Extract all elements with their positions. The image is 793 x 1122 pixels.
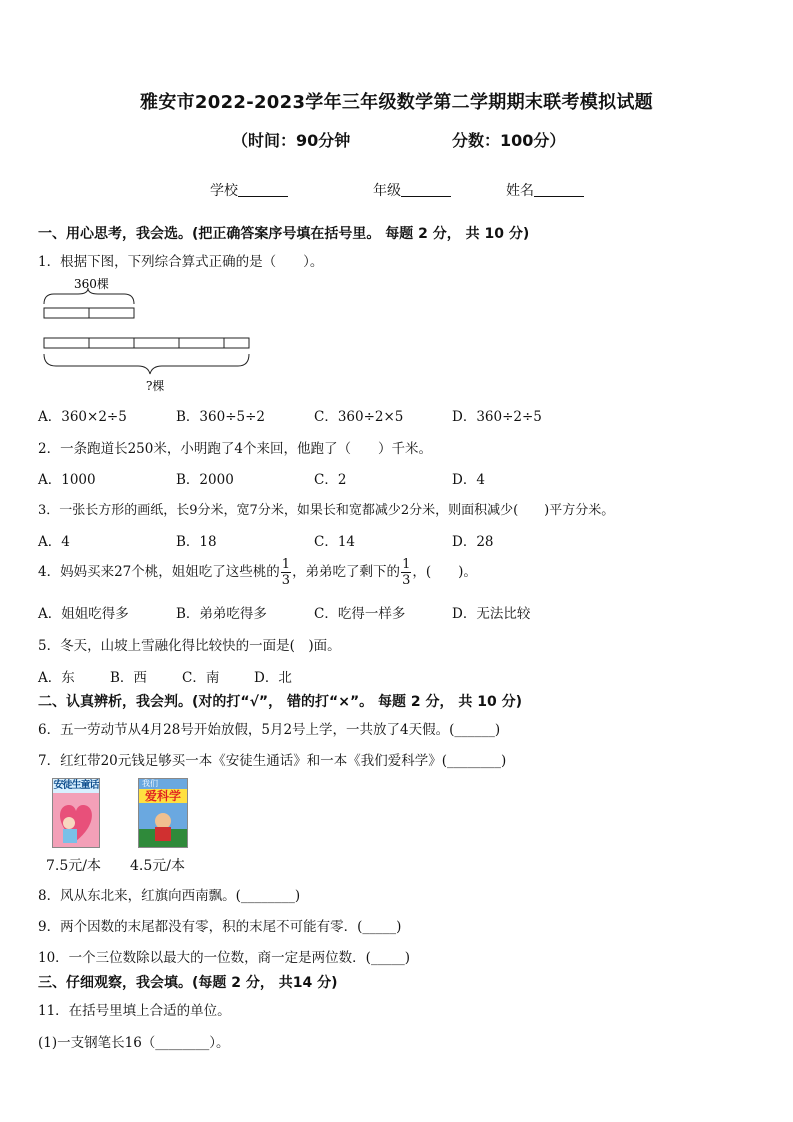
question-6: 6．五一劳动节从4月28号开始放假，5月2号上学，一共放了4天假。(______)	[38, 722, 501, 738]
q5-option-b[interactable]: B．西	[110, 670, 147, 686]
name-field	[506, 180, 584, 200]
question-9: 9．两个因数的末尾都没有零，积的末尾不可能有零．(_____)	[38, 919, 402, 935]
question-3: 3．一张长方形的画纸，长9分米，宽7分米，如果长和宽都减少2分米，则面积减少( )平方分米。	[38, 503, 615, 518]
book2-price: 4.5元/本	[130, 858, 185, 874]
diagram-bottom-brace	[44, 354, 249, 374]
book1-title: 安徒生童话	[53, 780, 99, 791]
question-1: 1．根据下图，下列综合算式正确的是（ ）。	[38, 254, 324, 270]
school-blank[interactable]	[238, 182, 288, 197]
grade-label: 年级	[373, 183, 401, 199]
diagram-bottom-label: ?棵	[146, 379, 165, 393]
q2-option-b[interactable]: B．2000	[176, 472, 234, 488]
q4-option-a[interactable]: A．姐姐吃得多	[38, 606, 129, 622]
q3-option-a[interactable]: A．4	[38, 534, 70, 550]
q4-fraction-2: $\frac{1}{3}$	[402, 557, 411, 588]
q3-option-c[interactable]: C．14	[314, 534, 356, 550]
q4-option-d[interactable]: D．无法比较	[452, 606, 531, 622]
school-label: 学校	[210, 183, 238, 199]
q5-option-d[interactable]: D．北	[254, 670, 292, 686]
q2-option-c[interactable]: C．2	[314, 472, 347, 488]
book1-price: 7.5元/本	[46, 858, 101, 874]
book1-heart-image	[53, 793, 99, 847]
grade-blank[interactable]	[401, 182, 451, 197]
question-11: 11．在括号里填上合适的单位。	[38, 1003, 231, 1019]
grade-field	[373, 180, 451, 200]
tape-diagram	[38, 272, 253, 397]
q2-option-d[interactable]: D．4	[452, 472, 485, 488]
score-label: 分数：100分）	[452, 131, 566, 150]
book2-title: 爱科学	[139, 789, 187, 803]
question-10: 10．一个三位数除以最大的一位数，商一定是两位数．(_____)	[38, 950, 410, 966]
q3-option-d[interactable]: D．28	[452, 534, 494, 550]
section-2-heading: 二、认真辨析，我会判。(对的打“√”， 错的打“×”。 每题 2 分， 共 10 分)	[38, 694, 523, 710]
question-5: 5．冬天，山坡上雪融化得比较快的一面是( )面。	[38, 638, 341, 654]
name-blank[interactable]	[534, 182, 584, 197]
book2-image	[139, 803, 187, 847]
q2-option-a[interactable]: A．1000	[38, 472, 96, 488]
diagram-long-bar	[44, 338, 249, 348]
book-anderson-cover	[52, 778, 100, 848]
name-label: 姓名	[506, 183, 534, 199]
q1-option-c[interactable]: C．360÷2×5	[314, 409, 404, 425]
school-field	[210, 180, 288, 200]
section-1-heading: 一、用心思考，我会选。(把正确答案序号填在括号里。 每题 2 分， 共 10 分)	[38, 226, 530, 242]
q1-option-d[interactable]: D．360÷2÷5	[452, 409, 542, 425]
q4-option-b[interactable]: B．弟弟吃得多	[176, 606, 267, 622]
question-2: 2．一条跑道长250米，小明跑了4个来回，他跑了（ ）千米。	[38, 441, 432, 457]
time-label: （时间：90分钟	[232, 131, 351, 150]
q4-text-c: ，( )。	[412, 564, 477, 580]
q4-fraction-1: $\frac{1}{3}$	[281, 557, 291, 588]
q1-option-b[interactable]: B．360÷5÷2	[176, 409, 265, 425]
q4-option-c[interactable]: C．吃得一样多	[314, 606, 406, 622]
question-8: 8．风从东北来，红旗向西南飘。(________)	[38, 888, 301, 904]
q4-text-a: 4．妈妈买来27个桃，姐姐吃了这些桃的	[38, 564, 280, 580]
q4-text-b: ，弟弟吃了剩下的	[292, 564, 401, 580]
q3-option-b[interactable]: B．18	[176, 534, 217, 550]
q5-option-c[interactable]: C．南	[182, 670, 220, 686]
diagram-top-brace	[44, 288, 134, 304]
book-science-cover	[138, 778, 188, 848]
diagram-top-label: 360棵	[74, 277, 109, 291]
page-title: 雅安市2022-2023学年三年级数学第二学期期末联考模拟试题	[140, 92, 653, 113]
question-7: 7．红红带20元钱足够买一本《安徒生通话》和一本《我们爱科学》(________)	[38, 753, 507, 769]
question-4	[38, 557, 477, 588]
section-3-heading: 三、仔细观察，我会填。(每题 2 分， 共14 分)	[38, 975, 338, 991]
question-11-1: (1)一支钢笔长16（________）。	[38, 1035, 230, 1051]
q1-option-a[interactable]: A．360×2÷5	[38, 409, 127, 425]
book2-small-title: 我们	[142, 779, 158, 788]
q5-option-a[interactable]: A．东	[38, 670, 75, 686]
